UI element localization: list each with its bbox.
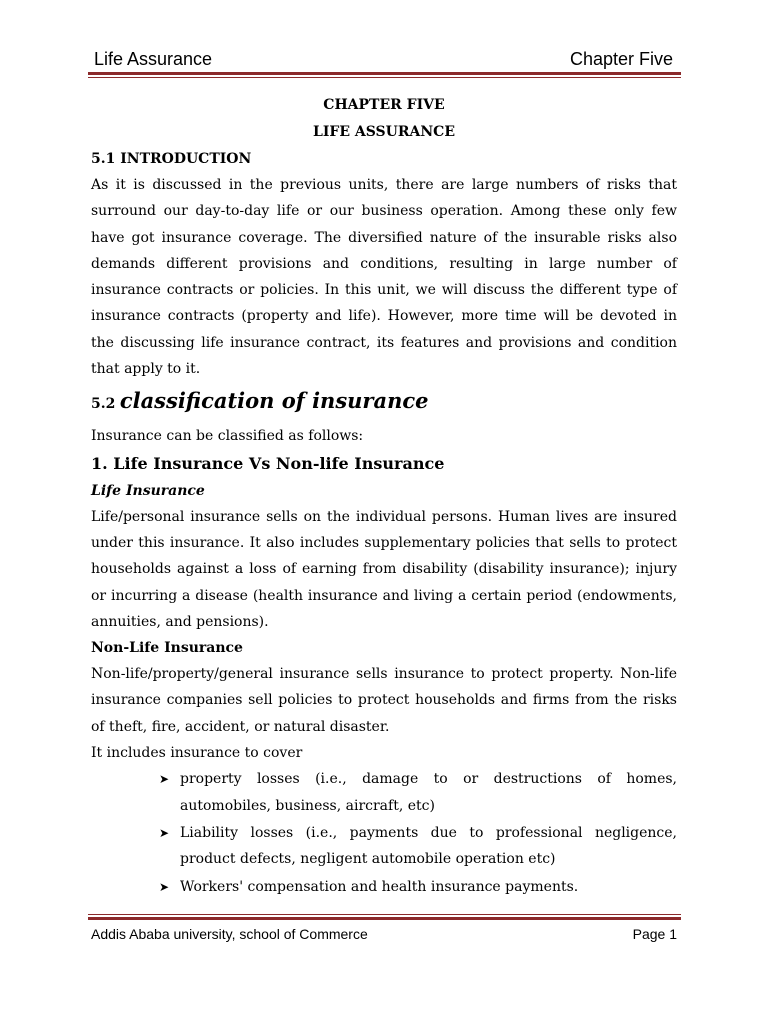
list-item-text: property losses (i.e., damage to or destructions of homes, automobiles, business, aircraft, etc) — [180, 771, 677, 814]
life-vs-nonlife-heading: 1. Life Insurance Vs Non-life Insurance — [91, 453, 445, 473]
list-item-text: Workers' compensation and health insurance payments. — [180, 878, 579, 895]
arrowhead-bullet-icon: ➤ — [159, 879, 170, 894]
covers-lead: It includes insurance to cover — [91, 745, 303, 762]
chapter-title: LIFE ASSURANCE — [313, 124, 455, 140]
page-content — [91, 92, 677, 901]
footer-rule-thick — [88, 917, 681, 920]
list-item — [91, 820, 677, 873]
header-right-title: Chapter Five — [569, 49, 673, 69]
life-insurance-paragraph: Life/personal insurance sells on the individual persons. Human lives are insured under this insurance. It also includes supplementary policies that sells to protect households against a loss of earning from disability (disability insurance); injury or incurring a disease (health insurance and living a certain period (endowments, annuities, and pensions). — [91, 508, 677, 630]
header-rule-thin — [88, 77, 681, 78]
classification-title: classification of insurance — [119, 388, 429, 414]
list-item — [91, 766, 677, 819]
list-item — [91, 874, 677, 900]
footer-institution: Addis Ababa university, school of Commerce — [91, 926, 368, 942]
arrowhead-bullet-icon: ➤ — [159, 825, 170, 840]
life-insurance-heading: Life Insurance — [91, 482, 205, 499]
coverage-list — [91, 766, 677, 899]
nonlife-insurance-paragraph: Non-life/property/general insurance sells insurance to protect property. Non-life insurance companies sell policies to protect households and firms from the risks of theft, fire, accident, or natural disaster. — [91, 666, 677, 735]
page-header — [91, 46, 677, 72]
list-item-text: Liability losses (i.e., payments due to professional negligence, product defects, negligent automobile operation etc) — [180, 824, 677, 868]
classification-number: 5.2 — [91, 396, 116, 413]
intro-heading: 5.1 INTRODUCTION — [91, 151, 252, 167]
classification-lead: Insurance can be classified as follows: — [91, 428, 364, 445]
arrowhead-bullet-icon: ➤ — [159, 772, 170, 787]
classification-heading — [91, 386, 677, 419]
chapter-number: CHAPTER FIVE — [323, 97, 445, 113]
footer-rule-thin — [88, 914, 681, 915]
footer-page-number: Page 1 — [632, 926, 677, 942]
intro-paragraph: As it is discussed in the previous units, there are large numbers of risks that surround our day-to-day life or our business operation. Among these only few have got insurance coverage. The diversified nature of the insurable risks also demands different provisions and conditions, resulting in large number of insurance contracts or policies. In this unit, we will discuss the different type of insurance contracts (property and life). However, more time will be devoted in the discussing life insurance contract, its features and provisions and condition that apply to it. — [91, 177, 677, 378]
page-footer — [91, 924, 677, 946]
nonlife-insurance-heading: Non-Life Insurance — [91, 640, 243, 657]
header-left-title: Life Assurance — [94, 49, 213, 69]
header-rule-thick — [88, 72, 681, 75]
